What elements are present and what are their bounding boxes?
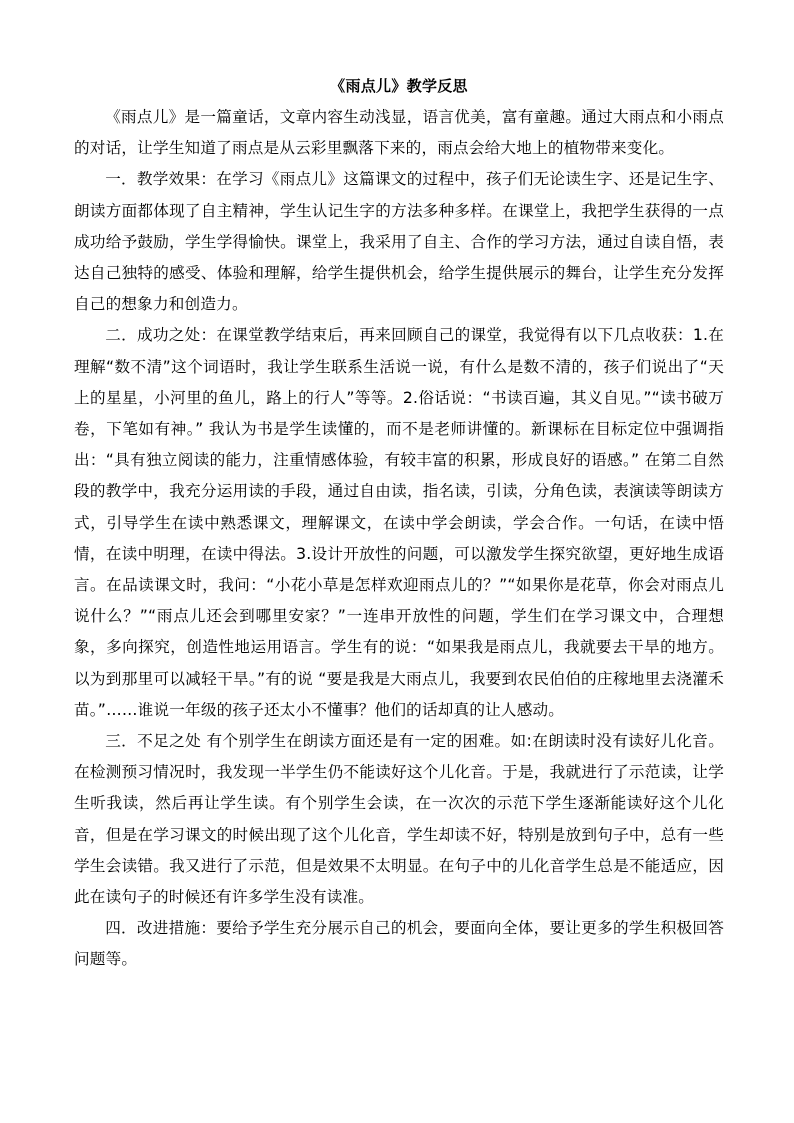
intro-paragraph: 《雨点儿》是一篇童话，文章内容生动浅显，语言优美，富有童趣。通过大雨点和小雨点的对话，让学生知道了雨点是从云彩里飘落下来的，雨点会给大地上的植物带来变化。 <box>74 108 724 158</box>
document-title: 《雨点儿》教学反思 <box>330 77 468 95</box>
success-points-paragraph: 二．成功之处：在课堂教学结束后，再来回顾自己的课堂，我觉得有以下几点收获：1.在理解“数不清”这个词语时，我让学生联系生活说一说，有什么是数不清的，孩子们说出了“天上的星星，小河里的鱼儿，路上的行人”等等。2.俗话说：“书读百遍，其义自见。”“读书破万卷，下笔如有神。” 我认为书是学生读懂的，而不是老师讲懂的。新课标在目标定位中强调指出：“具有独立阅读的能力，注重情感体验，有较丰富的积累，形成良好的语感。” 在第二自然段的教学中，我充分运用读的手段，通过自由读，指名读，引读，分角色读，表演读等朗读方式，引导学生在读中熟悉课文，理解课文，在读中学会朗读，学会合作。一句话，在读中悟情，在读中明理，在读中得法。3.设计开放性的问题，可以激发学生探究欲望，更好地生成语言。在品读课文时，我问：“小花小草是怎样欢迎雨点儿的？”“如果你是花草，你会对雨点儿说什么？”“雨点儿还会到哪里安家？”一连串开放性的问题，学生们在学习课文中，合理想象，多向探究，创造性地运用语言。学生有的说：“如果我是雨点儿，我就要去干旱的地方。以为到那里可以减轻干旱。”有的说 “要是我是大雨点儿，我要到农民伯伯的庄稼地里去浇灌禾苗。”……谁说一年级的孩子还太小不懂事？他们的话却真的让人感动。 <box>74 326 724 719</box>
document-page <box>74 76 724 976</box>
teaching-effect-paragraph: 一．教学效果：在学习《雨点儿》这篇课文的过程中，孩子们无论读生字、还是记生字、朗读方面都体现了自主精神，学生认记生字的方法多种多样。在课堂上，我把学生获得的一点成功给予鼓励，学生学得愉快。课堂上，我采用了自主、合作的学习方法，通过自读自悟，表达自己独特的感受、体验和理解，给学生提供机会，给学生提供展示的舞台，让学生充分发挥自己的想象力和创造力。 <box>74 170 724 314</box>
shortcomings-paragraph: 三．不足之处 有个别学生在朗读方面还是有一定的困难。如:在朗读时没有读好儿化音。在检测预习情况时，我发现一半学生仍不能读好这个儿化音。于是，我就进行了示范读，让学生听我读，然后再让学生读。有个别学生会读，在一次次的示范下学生逐渐能读好这个儿化音，但是在学习课文的时候出现了这个儿化音，学生却读不好，特别是放到句子中，总有一些学生会读错。我又进行了示范，但是效果不太明显。在句子中的儿化音学生总是不能适应，因此在读句子的时候还有许多学生没有读准。 <box>74 732 724 907</box>
improvement-measures-paragraph: 四．改进措施：要给予学生充分展示自己的机会，要面向全体，要让更多的学生积极回答问题等。 <box>74 919 724 969</box>
